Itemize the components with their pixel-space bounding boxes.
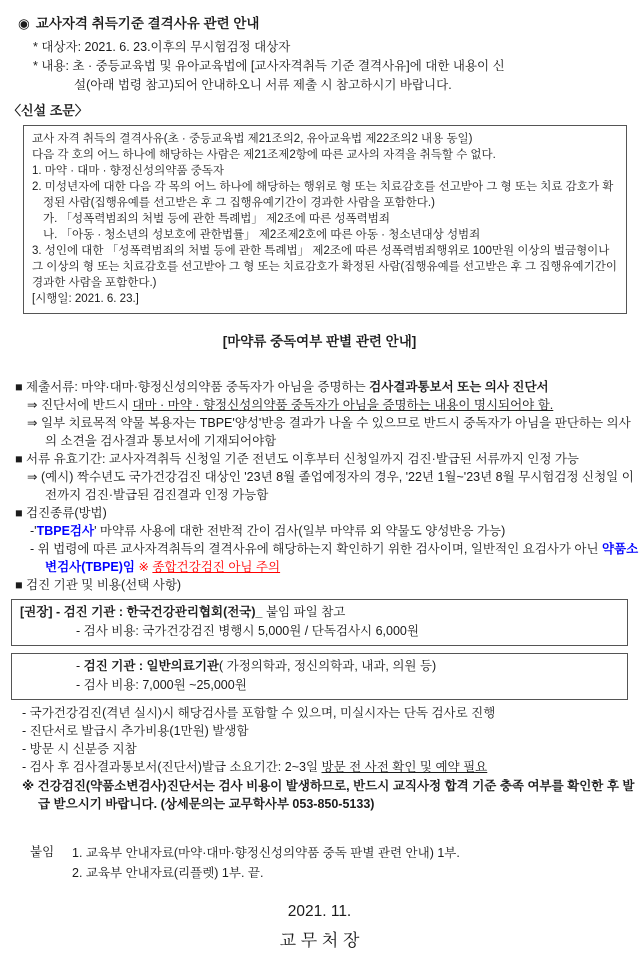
method-heading-line: ■ 검진종류(방법) xyxy=(15,506,107,520)
general-org-dash: - xyxy=(76,659,84,673)
law-line-title: 교사 자격 취득의 결격사유(초 · 중등교육법 제21조의2, 유아교육법 제22조의2 내용 동일) xyxy=(32,133,473,145)
note-extra-fee: - 진단서로 발급시 추가비용(1만원) 발생함 xyxy=(22,724,249,738)
footer-date: 2021. 11. xyxy=(287,903,352,920)
recommended-org-box xyxy=(11,599,628,646)
recommended-org-cost: - 검사 비용: 국가건강검진 병행시 5,000원 / 단독검사시 6,000원 xyxy=(76,624,419,638)
warn-asterisk: ※ xyxy=(134,560,153,574)
recommended-org-line xyxy=(20,603,619,622)
general-org-rest: ( 가정의학과, 정신의학과, 내과, 의원 등) xyxy=(218,659,437,673)
validity-line: ■ 서류 유효기간: 교사자격취득 신청일 기준 전년도 이후부터 신청일까지 검진·발급된 서류까지 인정 가능 xyxy=(15,452,580,466)
submit-docs-line xyxy=(15,378,639,396)
law-line-intro: 다음 각 호의 어느 하나에 해당하는 사람은 제21조제2항에 따른 교사의 자격을 취득할 수 없다. xyxy=(32,149,496,161)
content-line-1: * 내용: 초 · 중등교육법 및 유아교육법에 [교사자격취득 기준 결격사유]에 대한 내용이 신 xyxy=(33,59,505,73)
attachments-list xyxy=(72,843,460,883)
urine-test-name: 약품소변검사(TBPE)임 xyxy=(45,542,639,574)
drug-section-heading: [마약류 중독여부 판별 관련 안내] xyxy=(222,334,417,349)
attachments-block xyxy=(30,843,639,883)
tbpe-test-suffix: ' 마약류 사용에 대한 전반적 간이 검사(일부 마약류 외 약물도 양성반응 가능) xyxy=(94,524,506,538)
diagnosis-note-underline: 대마 · 마약 · 향정신성의약품 중독자가 아님을 증명하는 내용이 명시되어야 함. xyxy=(132,398,554,412)
tbpe-test-prefix: -' xyxy=(30,524,37,538)
recommended-org-rest: 붙임 파일 참고 xyxy=(262,605,346,619)
law-effective-date: [시행일: 2021. 6. 23.] xyxy=(32,293,139,305)
validity-example-line: ⇒ (예시) 짝수년도 국가건강검진 대상인 '23년 8월 졸업예정자의 경우, '22년 1월~'23년 8월 무시험검정 신청일 이전까지 검진·발급된 검진결과 인정 가능함 xyxy=(27,470,634,502)
tbpe-test-name: TBPE검사 xyxy=(36,524,95,538)
law-check-line xyxy=(30,540,639,576)
diagnosis-note-prefix: ⇒ 진단서에 반드시 xyxy=(27,398,133,412)
law-item-1: 1. 마약 · 대마 · 향정신성의약품 중독자 xyxy=(32,165,224,177)
doc-title: 교사자격 취득기준 결격사유 관련 안내 xyxy=(35,16,260,31)
note-national-checkup: - 국가건강검진(격년 실시)시 해당검사를 포함할 수 있으며, 미실시자는 단독 검사로 진행 xyxy=(22,706,496,720)
note-bring-id: - 방문 시 신분증 지참 xyxy=(22,742,137,756)
attachment-item-2: 2. 교육부 안내자료(리플렛) 1부. 끝. xyxy=(72,866,264,880)
new-clause-heading: 〈신설 조문〉 xyxy=(8,103,88,118)
tbpe-test-line xyxy=(30,522,639,540)
doc-title-line xyxy=(18,14,639,34)
attachment-item-1: 1. 교육부 안내자료(마약·대마·향정신성의약품 중독 판별 관련 안내) 1부. xyxy=(72,846,460,860)
general-org-line xyxy=(76,657,619,676)
final-warning-text: 건강검진(약품소변검사)진단서는 검사 비용이 발생하므로, 반드시 교직사정 합격 기준 충족 여부를 확인한 후 발급 받으시기 바랍니다. (상세문의는 교무학사부 053-850-5133) xyxy=(37,779,635,811)
note-issue-time-text: - 검사 후 검사결과통보서(진단서)발급 소요기간: 2~3일 xyxy=(22,760,322,774)
law-check-text: - 위 법령에 따른 교사자격취득의 결격사유에 해당하는지 확인하기 위한 검사이며, 일반적인 요검사가 아닌 xyxy=(30,542,603,556)
submit-docs-text: ■ 제출서류: 마약·대마·향정신성의약품 중독자가 아님을 증명하는 xyxy=(15,380,370,394)
submit-docs-bold: 검사결과통보서 또는 의사 진단서 xyxy=(369,380,549,394)
recommended-org-bold: [권장] - 검진 기관 : 한국건강관리협회(전국)_ xyxy=(20,605,263,619)
tbpe-positive-note-line: ⇒ 일부 치료목적 약물 복용자는 TBPE'양성'반응 결과가 나올 수 있으므로 반드시 중독자가 아님을 판단하는 의사의 소견을 검사결과 통보서에 기재되어야함 xyxy=(27,416,631,448)
warning-asterisk: ※ xyxy=(22,779,38,793)
law-item-2: 2. 미성년자에 대한 다음 각 목의 어느 하나에 해당하는 행위로 형 또는 치료감호를 선고받아 그 형 또는 치료 감호가 확정된 사람(집행유예를 선고받은 후 그 집행유예기간이 경과한 사람을 포함한다.) xyxy=(32,181,614,209)
footer-signature: 교 무 처 장 xyxy=(279,931,360,950)
general-org-cost: - 검사 비용: 7,000원 ~25,000원 xyxy=(76,678,247,692)
target-line: * 대상자: 2021. 6. 23.이후의 무시험검정 대상자 xyxy=(33,40,291,54)
law-item-2a: 가. 「성폭력범죄의 처벌 등에 관한 특례법」 제2조에 따른 성폭력범죄 xyxy=(43,213,390,225)
general-org-box xyxy=(11,653,628,700)
law-excerpt-box xyxy=(23,125,627,314)
content-line-2: 설(아래 법령 참고)되어 안내하오니 서류 제출 시 참고하시기 바랍니다. xyxy=(74,78,452,92)
not-health-checkup-warning: 종합건강검진 아님 주의 xyxy=(152,560,281,574)
general-org-bold: 검진 기관 : 일반의료기관 xyxy=(83,659,219,673)
drug-section-body xyxy=(0,378,639,813)
fisheye-bullet-icon: ◉ xyxy=(18,16,30,31)
note-issue-time xyxy=(22,758,639,776)
law-item-2b: 나. 「아동 · 청소년의 성보호에 관한법률」 제2조제2호에 따른 아동 · 청소년대상 성범죄 xyxy=(43,229,481,241)
law-item-3: 3. 성인에 대한 「성폭력범죄의 처벌 등에 관한 특례법」 제2조에 따른 성폭력범죄행위로 100만원 이상의 벌금형이나 그 이상의 형 또는 치료감호를 선고받아 그 형 또는 치료감호가 확정된 사람(집행유예를 선고받은 후 그 집행유예기간이 경과한 사람을 포함한다.) xyxy=(32,245,617,289)
note-reservation-underline: 방문 전 사전 확인 및 예약 필요 xyxy=(321,760,488,774)
attachments-label: 붙임 xyxy=(30,845,55,859)
diagnosis-note-line xyxy=(27,396,639,414)
org-cost-heading-line: ■ 검진 기관 및 비용(선택 사항) xyxy=(15,578,182,592)
final-warning-paragraph xyxy=(22,777,639,813)
